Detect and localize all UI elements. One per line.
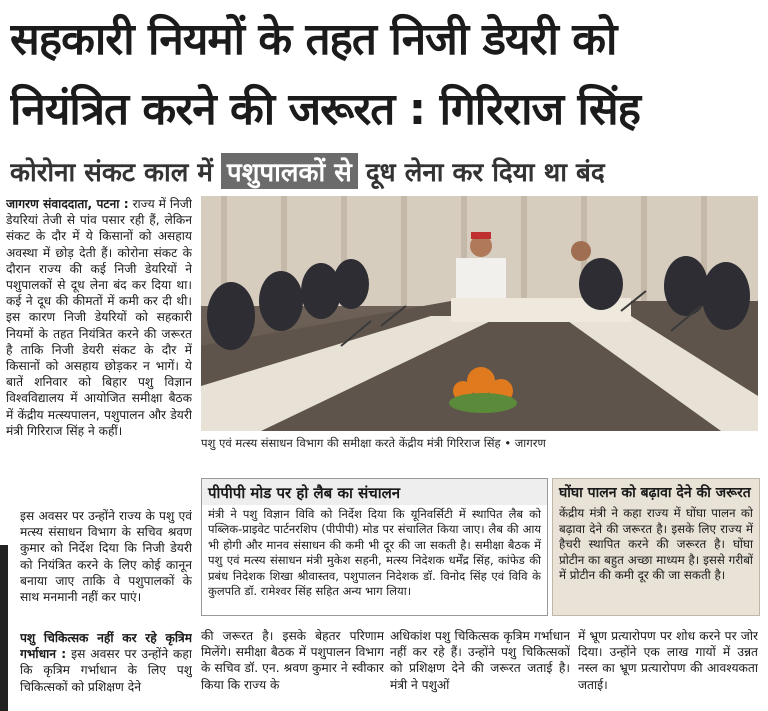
photo-caption: पशु एवं मत्स्य संसाधन विभाग की समीक्षा करते केंद्रीय मंत्री गिरिराज सिंह • जागरण — [201, 436, 546, 450]
article-subhead: पशु चिकित्सक नहीं कर रहे कृत्रिम गर्भाधान : — [20, 631, 192, 662]
bottom-column-3: में भ्रूण प्रत्यारोपण पर शोध करने पर जोर दिया। उन्होंने एक लाख गायों में उन्नत नस्ल का भ्रूण प्रत्यारोपण की आवश्यकता जताई। — [578, 629, 758, 692]
article-subsection — [20, 630, 192, 711]
article-column-1 — [6, 196, 192, 498]
article-para-2: इस अवसर पर उन्होंने राज्य के पशु एवं मत्स्य संसाधन विभाग के सचिव श्रवण कुमार को निर्देश दिया कि निजी डेयरी को नियंत्रित करने के लिए कोई कानून बनाया जाए ताकि वे पशुपालकों के साथ मनमानी नहीं कर पाएं। — [20, 509, 192, 605]
bottom-column-2: अधिकांश पशु चिकित्सक कृत्रिम गर्भाधान नहीं कर रहे हैं। उन्होंने पशु चिकित्सकों को प्रशिक्षण देने की जरूरत जताई है। मंत्री ने पशुओं — [390, 629, 570, 692]
dateline: जागरण संवाददाता, पटना : — [6, 197, 129, 211]
sidebar-box-ppp-lab — [201, 478, 548, 616]
news-photo — [201, 196, 758, 431]
headline-line-1: सहकारी नियमों के तहत निजी डेयरी को — [10, 14, 617, 65]
subheadline-highlight: पशुपालकों से — [221, 153, 358, 189]
sidebar-box-snail-farming — [552, 478, 760, 616]
box-title: घोंघा पालन को बढ़ावा देने की जरूरत — [559, 485, 751, 501]
bottom-column-1: की जरूरत है। इसके बेहतर परिणाम मिलेंगे। समीक्षा बैठक में पशुपालन विभाग के सचिव डॉ. एन. श्रवण कुमार ने स्वीकार किया कि राज्य के — [201, 629, 384, 692]
box-body: मंत्री ने पशु विज्ञान विवि को निर्देश दिया कि यूनिवर्सिटी में स्थापित लैब को पब्लिक-प्राइवेट पार्टनरशिप (पीपीपी) मोड पर संचालित किया जाए। लैब की आय भी होगी और मानव संसाधन की कमी भी दूर की जा सकती है। समीक्षा बैठक में पशु एवं मत्स्य संसाधन मंत्री मुकेश सहनी, मत्स्य निदेशक धर्मेंद्र सिंह, कांफेड की प्रबंध निदेशक शिखा श्रीवास्तव, पशुपालन निदेशक डॉ. विनोद सिंह एवं विवि के कुलपति डॉ. रामेश्वर सिंह सहित अन्य भाग लिया। — [208, 507, 541, 599]
box-body: केंद्रीय मंत्री ने कहा राज्य में घोंघा पालन को बढ़ावा देने की जरूरत है। इसके लिए राज्य में हैचरी स्थापित करने की जरूरत है। घोंघा प्रोटीन का बहुत अच्छा माध्यम है। इससे गरीबों में प्रोटीन की कमी दूर की जा सकती है। — [559, 506, 753, 583]
article-para-1: राज्य में निजी डेयरियां तेजी से पांव पसार रही हैं, लेकिन संकट के दौर में ये किसानों को असहाय अवस्था में छोड़ देती हैं। कोरोना संकट के दौरान राज्य की कई निजी डेयरियों ने पशुपालकों से दूध लेना बंद कर दिया था। कई ने दूध की कीमतों में कमी कर दी थी। इस कारण निजी डेयरियों को सहकारी नियमों के तहत नियंत्रित करने की जरूरत है ताकि निजी डेयरी संकट के दौर में किसानों को असहाय छोड़कर न भागें। ये बातें शनिवार को बिहार पशु विज्ञान विश्वविद्यालय में आयोजित समीक्षा बैठक में केंद्रीय मत्स्यपालन, पशुपालन और डेयरी मंत्री गिरिराज सिंह ने कहीं। — [6, 197, 192, 438]
box-title: पीपीपी मोड पर हो लैब का संचालन — [202, 479, 547, 505]
subheadline — [10, 152, 758, 190]
subheadline-after: दूध लेना कर दिया था बंद — [365, 158, 605, 188]
headline-line-2: नियंत्रित करने की जरूरत : गिरिराज सिंह — [10, 84, 641, 135]
left-edge-bar — [0, 545, 8, 711]
article-para-3: इस अवसर पर उन्होंने कहा कि कृत्रिम गर्भाधान के लिए पशु चिकित्सकों को प्रशिक्षण देने — [20, 647, 192, 694]
subheadline-before: कोरोना संकट काल में — [10, 158, 213, 188]
